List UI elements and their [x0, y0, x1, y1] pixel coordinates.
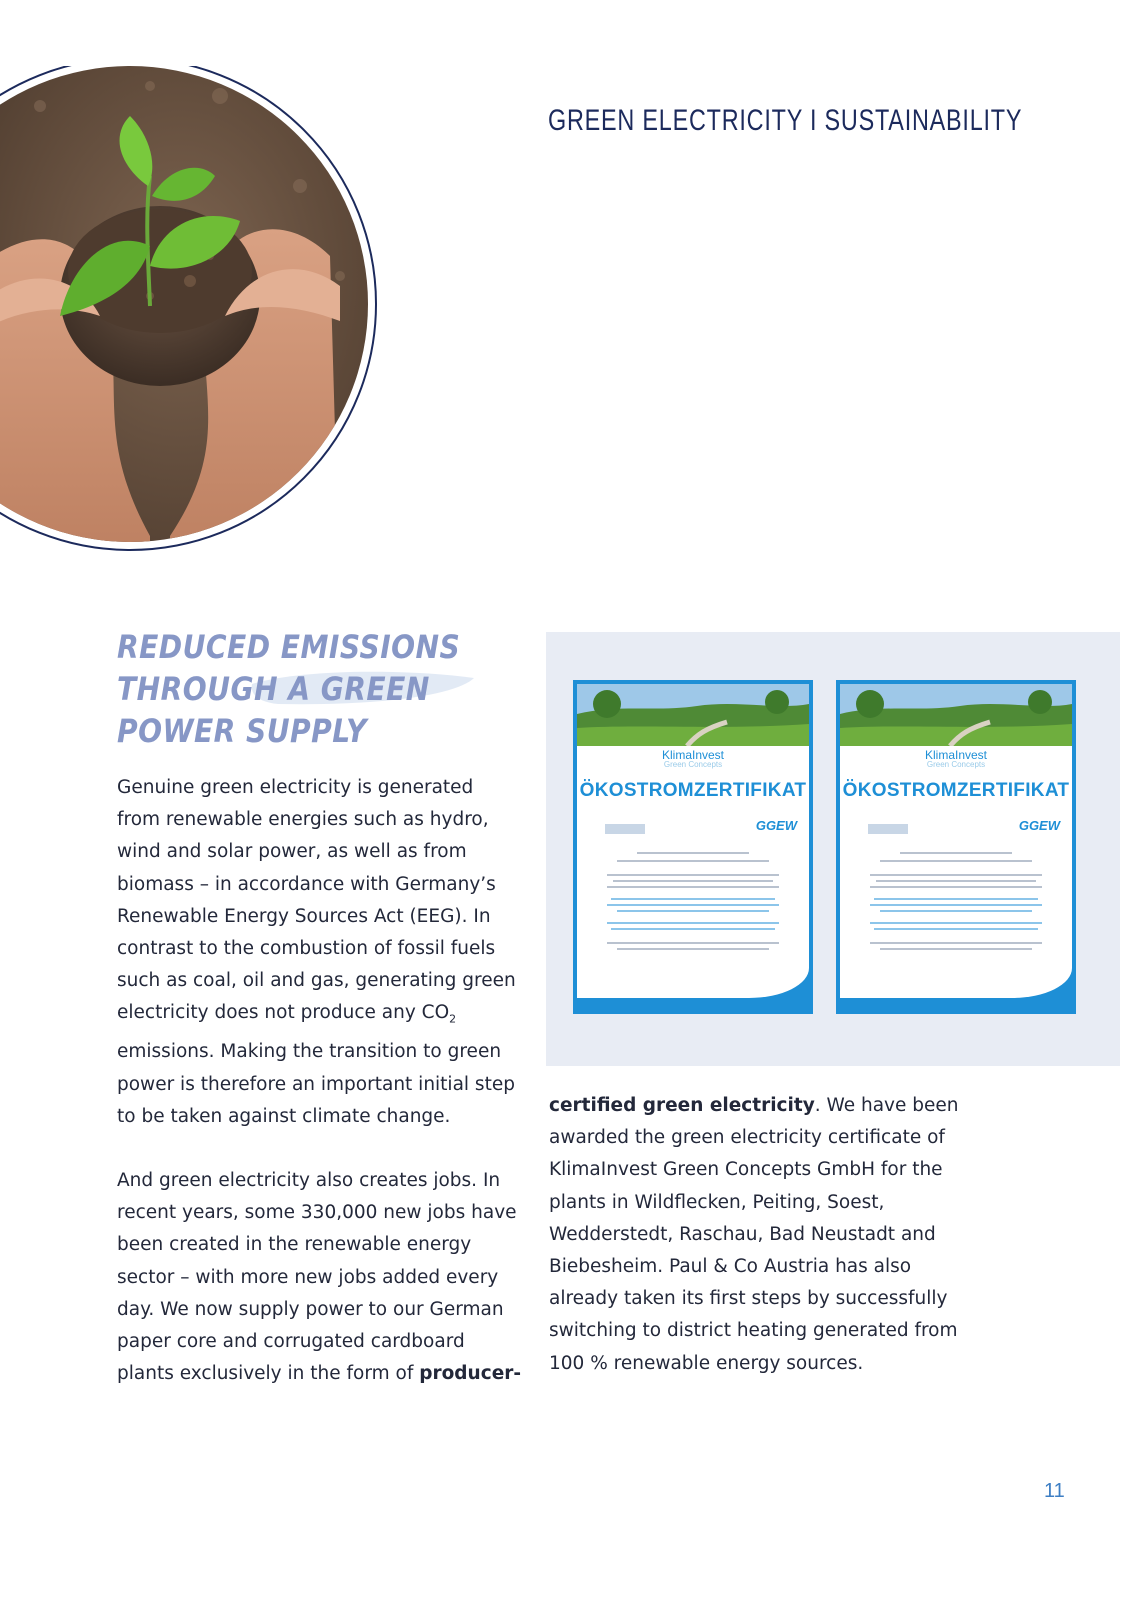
- partner-logo: GGEW: [1018, 818, 1060, 833]
- body-column-right: [549, 1090, 969, 1380]
- headline-line-1: REDUCED EMISSIONS: [117, 628, 461, 666]
- landscape-photo-icon: [577, 684, 809, 746]
- paragraph-certified: certified green electricity. We have been awarded the green electricity certificate of KlimaInvest Green Concepts GmbH for the plants in Wildflecken, Peiting, Soest, Wedderstedt, Raschau, Bad Neustadt and Biebesheim. Paul & Co Austria has also already taken its first steps by successfully switching to district heating generated from 100 % renewable energy sources.: [549, 1095, 959, 1374]
- section-title: GREEN ELECTRICITY I SUSTAINABILITY: [548, 104, 1023, 137]
- klimainvest-logo: KlimaInvest Green Concepts: [924, 748, 988, 769]
- landscape-photo-icon: [840, 684, 1072, 746]
- page-number: 11: [1044, 1480, 1065, 1502]
- certificate-title: ÖKOSTROMZERTIFIKAT: [579, 780, 807, 801]
- headline-line-2: THROUGH A GREEN: [117, 670, 430, 708]
- partner-logo: GGEW: [755, 818, 797, 833]
- hero-seedling-image: [0, 66, 400, 586]
- certificate-footer: [840, 952, 1072, 1010]
- certificate-1: [573, 680, 813, 1014]
- headline-line-3: POWER SUPPLY: [117, 712, 368, 750]
- headline: [117, 626, 487, 752]
- certificate-footer: [577, 952, 809, 1010]
- certificate-2: [836, 680, 1076, 1014]
- paragraph-jobs: And green electricity also creates jobs. In recent years, some 330,000 new jobs have been created in the renewable energy sector – with more new jobs added every day. We now supply power to our German paper core and corrugated cardboard plants exclusively in the form of producer-: [117, 1169, 522, 1385]
- certificates-panel: [546, 632, 1120, 1066]
- co2-subscript: 2: [449, 1013, 457, 1027]
- klimainvest-logo: KlimaInvest Green Concepts: [661, 748, 725, 769]
- paragraph-green-electricity: Genuine green electricity is generated from renewable energies such as hydro, wind and solar power, as well as from biomass – in accordance with Germany’s Renewable Energy Sources Act (EEG). In contrast to the combustion of fossil fuels such as coal, oil and gas, generating green electricity does not produce any $CO_2$ emissions. Making the transition to green power is therefore an important initial step to be taken against climate change.: [117, 777, 516, 1127]
- body-column-left: [117, 772, 522, 1390]
- certificate-title: ÖKOSTROMZERTIFIKAT: [842, 780, 1070, 801]
